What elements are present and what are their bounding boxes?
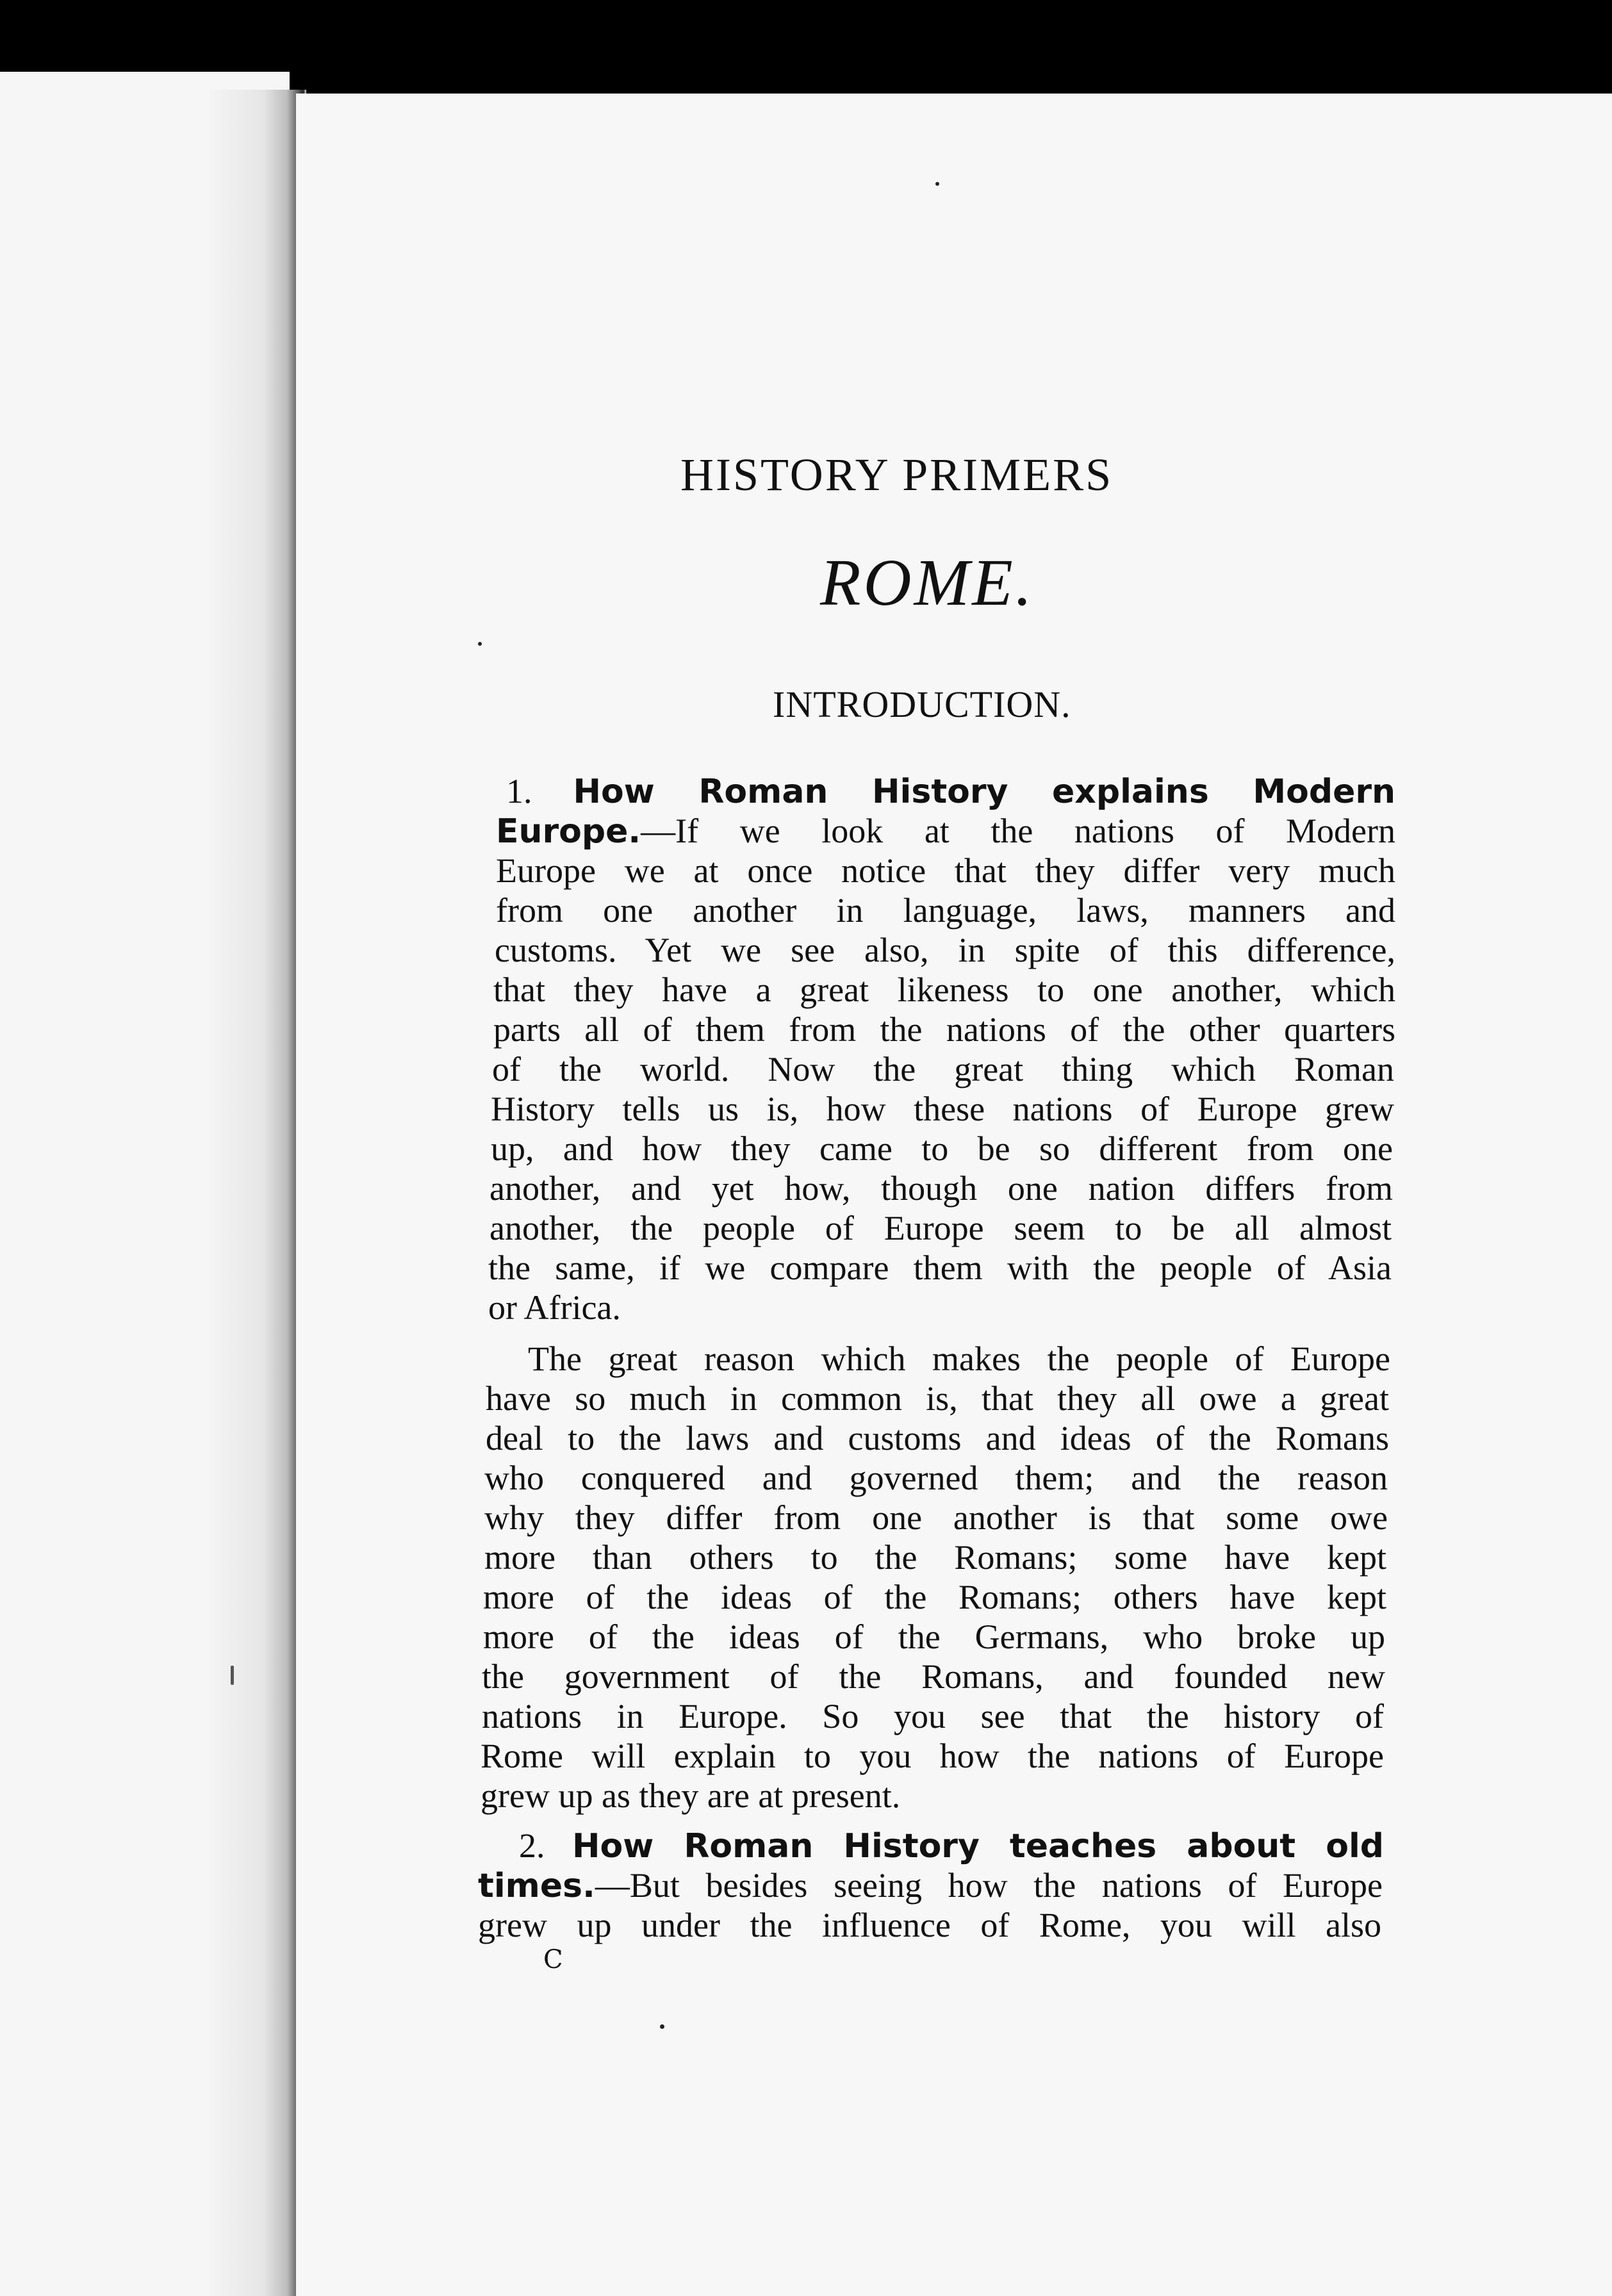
scan-speck	[935, 182, 939, 186]
section-1-line: Europe we at once notice that they differ very much	[496, 851, 1395, 890]
paragraph-2-line: the government of the Romans, and founded new	[482, 1657, 1385, 1696]
paragraph-2-line: more of the ideas of the Romans; others have kept	[483, 1578, 1386, 1616]
section-1-line: History tells us is, how these nations of Europe grew	[491, 1090, 1394, 1128]
section-1-line: that they have a great likeness to one another, which	[493, 971, 1395, 1009]
section-1-line: another, and yet how, though one nation differs from	[489, 1169, 1393, 1208]
paragraph-2-line: have so much in common is, that they all owe a great	[486, 1379, 1389, 1418]
chapter-title: INTRODUCTION.	[773, 684, 1071, 725]
section-1-line: another, the people of Europe seem to be all almost	[489, 1209, 1392, 1247]
section-1-heading: How Roman History explains Modern	[573, 773, 1396, 811]
paragraph-2-line: why they differ from one another is that some owe	[484, 1498, 1388, 1537]
paragraph-2-line: who conquered and governed them; and the reason	[484, 1459, 1388, 1497]
section-2-number: 2.	[519, 1826, 545, 1865]
paragraph-2-line: more than others to the Romans; some have kept	[484, 1538, 1386, 1577]
section-2-line-1	[478, 1866, 1383, 1906]
signature-mark: C	[543, 1945, 563, 1974]
gutter-mark	[231, 1666, 234, 1685]
section-1-line-1	[496, 811, 1395, 851]
scan-speck	[660, 2024, 664, 2029]
section-2-heading: How Roman History teaches about old	[572, 1827, 1385, 1866]
paragraph-2-line: Rome will explain to you how the nations of Europe	[481, 1737, 1384, 1775]
paragraph-2-line: more of the ideas of the Germans, who broke up	[483, 1618, 1385, 1656]
section-1-line: or Africa.	[488, 1288, 621, 1327]
section-2-line: grew up under the influence of Rome, you will also	[478, 1906, 1381, 1944]
paragraph-2-line: deal to the laws and customs and ideas of the Romans	[486, 1419, 1389, 1457]
section-2-heading-line	[519, 1826, 1384, 1866]
paragraph-2-line: The great reason which makes the people of Europe	[528, 1340, 1390, 1378]
section-1-line: the same, if we compare them with the people of Asia	[488, 1249, 1392, 1287]
section-1-text-0: —If we look at the nations of Modern	[641, 812, 1395, 850]
section-2-text-0: —But besides seeing how the nations of Europe	[595, 1866, 1383, 1905]
section-1-heading-cont: Europe.	[496, 812, 641, 851]
series-title: HISTORY PRIMERS	[680, 449, 1114, 500]
section-1-line: of the world. Now the great thing which Roman	[492, 1050, 1394, 1088]
section-1-number: 1.	[506, 772, 532, 810]
section-2-heading-cont: times.	[478, 1867, 595, 1905]
scan-speck	[478, 642, 482, 646]
paragraph-2-line: grew up as they are at present.	[481, 1776, 901, 1815]
section-1-line: from one another in language, laws, manners and	[496, 891, 1395, 930]
section-1-heading-line	[506, 771, 1395, 812]
paragraph-2-line: nations in Europe. So you see that the history of	[482, 1697, 1384, 1735]
section-1-line: parts all of them from the nations of the other quarters	[493, 1010, 1395, 1049]
section-1-line: up, and how they came to be so different from one	[491, 1129, 1393, 1168]
book-gutter	[210, 90, 306, 2296]
book-title: ROME.	[820, 546, 1035, 619]
section-1-line: customs. Yet we see also, in spite of this difference,	[495, 931, 1395, 969]
